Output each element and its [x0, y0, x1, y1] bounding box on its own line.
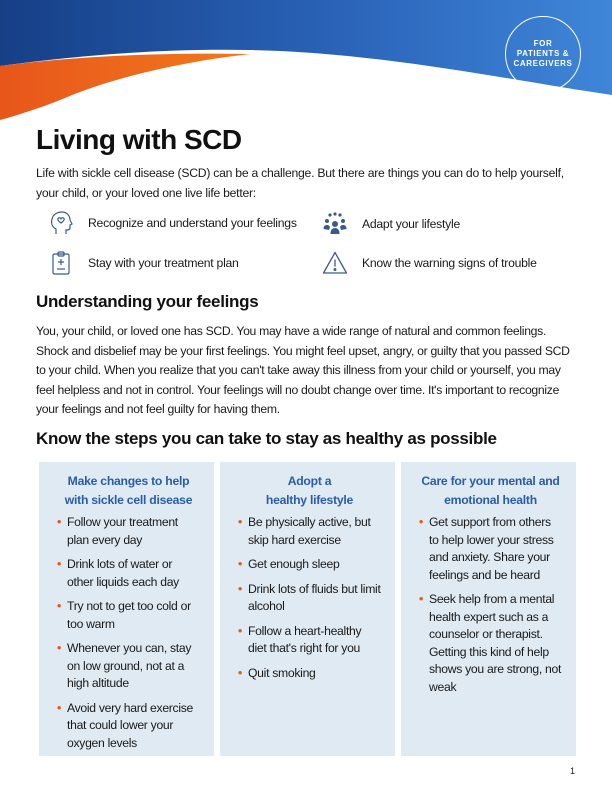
column-title-line: Make changes to help [67, 474, 190, 488]
badge-line: FOR [533, 39, 553, 48]
steps-column-mental-health [401, 462, 576, 756]
list-item: • Get support from others to help lower your stress and anxiety. Share your feelings and be heard [419, 514, 562, 584]
tip-label: Know the warning signs of trouble [362, 256, 537, 270]
feelings-heading: Understanding your feelings [36, 292, 259, 311]
list-item: • Follow a heart-healthy diet that's right for you [238, 623, 381, 658]
list-item: • Quit smoking [238, 665, 381, 683]
clipboard-plus-icon [48, 250, 74, 276]
steps-column-lifestyle [220, 462, 395, 756]
badge-line: CAREGIVERS [513, 59, 573, 68]
list-item: • Try not to get too cold or too warm [57, 598, 200, 633]
list-item: • Avoid very hard exercise that could lower your oxygen levels [57, 700, 200, 753]
list-item: • Seek help from a mental health expert such as a counselor or therapist. Getting this kind of help shows you are strong, not weak [419, 591, 562, 696]
column-title-line: with sickle cell disease [64, 493, 193, 507]
list-item: • Be physically active, but skip hard exercise [238, 514, 381, 549]
tip-label: Stay with your treatment plan [88, 256, 239, 270]
column-list [419, 514, 562, 696]
column-title-line: emotional health [444, 493, 537, 507]
tip-label: Recognize and understand your feelings [88, 216, 297, 230]
intro-text: Life with sickle cell disease (SCD) can be a challenge. But there are things you can do to help yourself, your child, or your loved one live life better: [36, 166, 564, 200]
column-title [57, 472, 200, 510]
head-heart-icon [48, 210, 74, 236]
steps-column-sickle-cell [39, 462, 214, 756]
page-number: 1 [570, 766, 576, 776]
page-title: Living with SCD [36, 124, 242, 155]
audience-badge [505, 16, 581, 92]
steps-heading: Know the steps you can take to stay as healthy as possible [36, 429, 497, 448]
column-title-line: healthy lifestyle [265, 493, 354, 507]
tip-adapt-lifestyle [322, 211, 460, 237]
list-item: • Drink lots of fluids but limit alcohol [238, 581, 381, 616]
column-title [238, 472, 381, 510]
people-group-icon [322, 211, 348, 237]
column-title [419, 472, 562, 510]
tip-recognize-feelings [48, 210, 297, 236]
tip-warning-signs [322, 250, 537, 276]
column-list [238, 514, 381, 682]
column-list [57, 514, 200, 752]
list-item: • Follow your treatment plan every day [57, 514, 200, 549]
column-title-line: Care for your mental and [421, 474, 560, 488]
list-item: • Whenever you can, stay on low ground, not at a high altitude [57, 640, 200, 693]
badge-line: PATIENTS & [516, 49, 570, 58]
feelings-body: You, your child, or loved one has SCD. You may have a wide range of natural and common feelings. Shock and disbelief may be your first feelings. You might feel upset, angry, or guilty that you passed SCD to your child. When you realize that you can't take away this illness from your child or yourself, you may feel helpless and not in control. Your feelings will no doubt change over time. It's important to recognize your feelings and not feel guilty for having them. [36, 324, 570, 416]
tip-label: Adapt your lifestyle [362, 217, 460, 231]
list-item: • Get enough sleep [238, 556, 381, 574]
warning-triangle-icon [322, 250, 348, 276]
tip-treatment-plan [48, 250, 239, 276]
column-title-line: Adopt a [287, 474, 332, 488]
list-item: • Drink lots of water or other liquids each day [57, 556, 200, 591]
